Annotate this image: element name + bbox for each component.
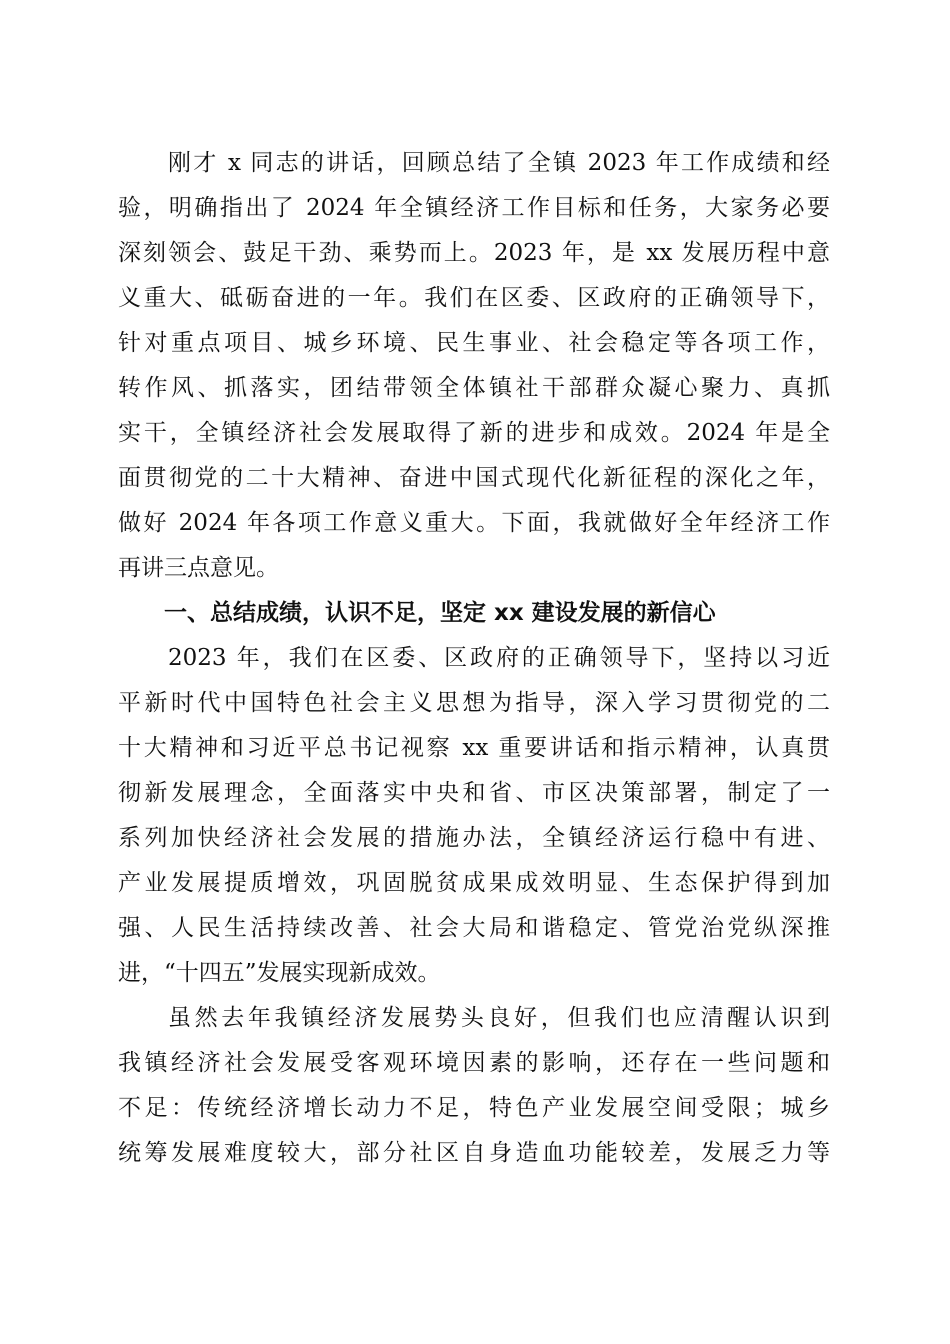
text-line: 刚才 x 同志的讲话，回顾总结了全镇 2023 年工作成绩和经: [168, 150, 830, 176]
text-line: 深刻领会、鼓足干劲、乘势而上。2023 年，是 xx 发展历程中意: [118, 240, 830, 266]
document-body: [118, 141, 830, 1176]
text-line: 十大精神和习近平总书记视察 xx 重要讲话和指示精神，认真贯: [118, 735, 830, 761]
paragraph-shortcomings: [118, 996, 830, 1176]
text-line: 针对重点项目、城乡环境、民生事业、社会稳定等各项工作，: [118, 330, 830, 356]
text-line: 不足：传统经济增长动力不足，特色产业发展空间受限；城乡: [118, 1095, 830, 1121]
text-line: 面贯彻党的二十大精神、奋进中国式现代化新征程的深化之年，: [118, 465, 830, 491]
text-line: 虽然去年我镇经济发展势头良好，但我们也应清醒认识到: [168, 1005, 830, 1031]
text-line: 强、人民生活持续改善、社会大局和谐稳定、管党治党纵深推: [118, 915, 830, 941]
text-line: 做好 2024 年各项工作意义重大。下面，我就做好全年经济工作: [118, 510, 830, 536]
text-line: 进，“十四五”发展实现新成效。: [118, 960, 441, 986]
text-line: 平新时代中国特色社会主义思想为指导，深入学习贯彻党的二: [118, 690, 830, 716]
text-line: 我镇经济社会发展受客观环境因素的影响，还存在一些问题和: [118, 1050, 830, 1076]
paragraph-intro: [118, 141, 830, 591]
text-line: 彻新发展理念，全面落实中央和省、市区决策部署，制定了一: [118, 780, 830, 806]
text-line: 验，明确指出了 2024 年全镇经济工作目标和任务，大家务必要: [118, 195, 830, 221]
text-line: 产业发展提质增效，巩固脱贫成果成效明显、生态保护得到加: [118, 870, 830, 896]
text-line: 实干，全镇经济社会发展取得了新的进步和成效。2024 年是全: [118, 420, 830, 446]
text-line: 义重大、砥砺奋进的一年。我们在区委、区政府的正确领导下，: [118, 285, 830, 311]
text-line: 系列加快经济社会发展的措施办法，全镇经济运行稳中有进、: [118, 825, 830, 851]
paragraph-achievements: [118, 636, 830, 996]
text-line: 再讲三点意见。: [118, 555, 279, 581]
text-line: 统筹发展难度较大，部分社区自身造血功能较差，发展乏力等: [118, 1140, 830, 1166]
text-line: 转作风、抓落实，团结带领全体镇社干部群众凝心聚力、真抓: [118, 375, 830, 401]
text-line: 2023 年，我们在区委、区政府的正确领导下，坚持以习近: [168, 645, 830, 671]
section-heading: 一、总结成绩，认识不足，坚定 xx 建设发展的新信心: [164, 600, 716, 626]
